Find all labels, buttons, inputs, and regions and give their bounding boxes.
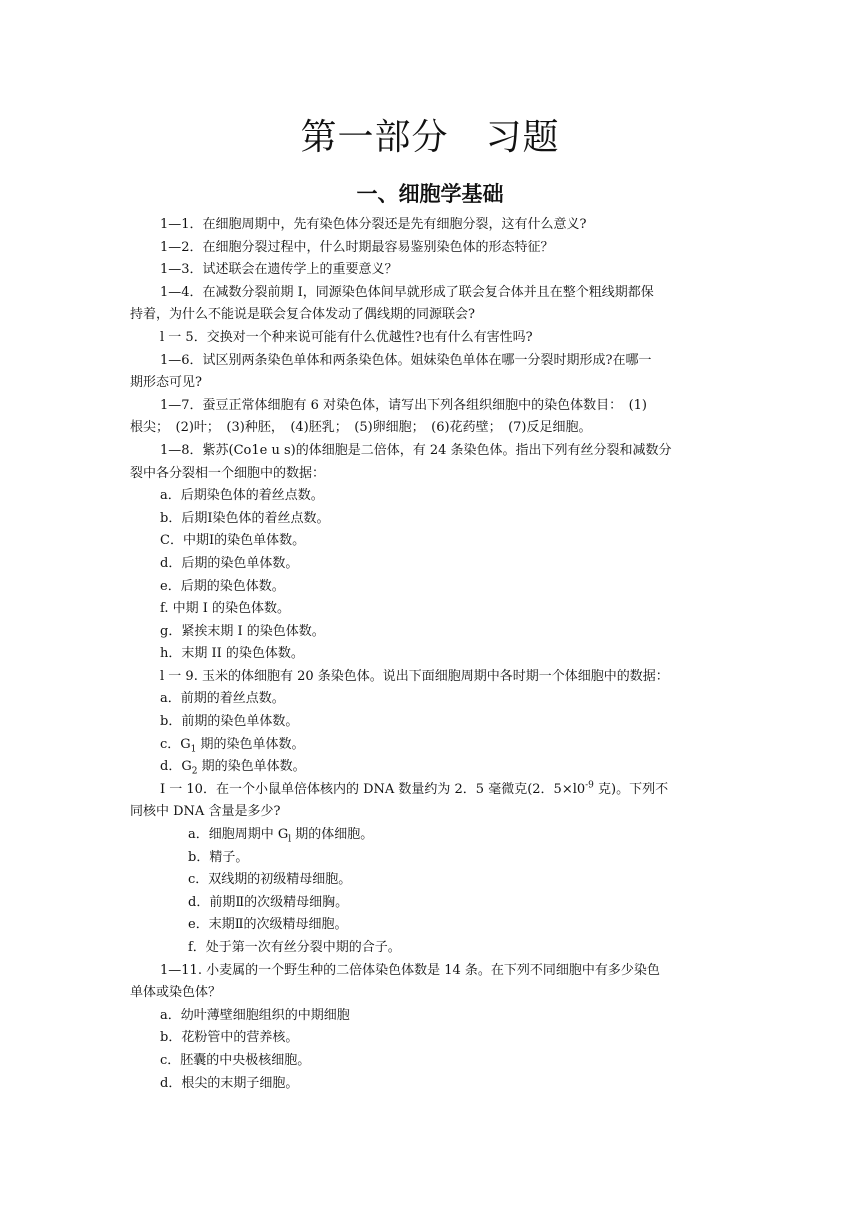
question-1-9-item: b．前期的染色单体数。 xyxy=(160,714,299,730)
section-heading: 一、细胞学基础 xyxy=(356,182,504,206)
question-1-9: l 一 9. 玉米的体细胞有 20 条染色体。说出下面细胞周期中各时期一个体细胞中的数据： xyxy=(160,668,669,684)
question-1-10-item: b．精子。 xyxy=(188,849,249,865)
question-1-11-line2: 单体或染色体？ xyxy=(130,985,222,1001)
question-1-11-item: c．胚囊的中央极核细胞。 xyxy=(160,1052,311,1068)
question-1-8-item: g．紧挨末期 I 的染色体数。 xyxy=(160,623,325,639)
question-1-4-line2: 持着，为什么不能说是联会复合体发动了偶线期的同源联会? xyxy=(130,307,475,323)
question-1-8-item: e．后期的染色体数。 xyxy=(160,578,285,594)
question-1-8-item: b．后期Ⅰ染色体的着丝点数。 xyxy=(160,510,330,526)
question-1-7-line1: 1—7．蚕豆正常体细胞有 6 对染色体，请写出下列各组织细胞中的染色体数目： (1) xyxy=(160,397,647,413)
question-1-10-item: d．前期Ⅱ的次级精母细胸。 xyxy=(188,894,349,910)
question-1-4-line1: 1—4．在减数分裂前期 I，同源染色体间早就形成了联会复合体并且在整个粗线期都保 xyxy=(160,284,654,300)
question-1-1: 1—1．在细胞周期中，先有染色体分裂还是先有细胞分裂，这有什么意义? xyxy=(160,217,587,232)
question-1-10-item: c．双线期的初级精母细胞。 xyxy=(188,872,352,888)
question-1-10-item: f．处于第一次有丝分裂中期的合子。 xyxy=(188,940,401,955)
question-1-8-item: h．末期 II 的染色体数。 xyxy=(160,646,304,662)
question-1-10-line1: I 一 10．在一个小鼠单倍体核内的 DNA 数量约为 2．5 毫微克(2．$5\times l0^{-9}$ 克)。下列不 xyxy=(160,780,669,797)
question-1-11-item: b．花粉管中的营养核。 xyxy=(160,1030,299,1046)
question-1-5: l 一 5．交换对一个种来说可能有什么优越性?也有什么有害性吗? xyxy=(160,329,533,345)
question-1-6-line2: 期形态可见? xyxy=(130,375,202,391)
question-1-8-item: d．后期的染色单体数。 xyxy=(160,555,299,571)
question-1-10-line2: 同核中 DNA 含量是多少? xyxy=(130,804,281,820)
question-1-9-item: c．$G_1$ 期的染色单体数。 xyxy=(160,736,305,755)
question-1-3: 1—3．试述联会在遗传学上的重要意义？ xyxy=(160,262,398,278)
question-1-10-item: a．细胞周期中 $G_l$ 期的体细胞。 xyxy=(188,827,374,845)
question-list xyxy=(130,214,730,1095)
question-1-8-line2: 裂中各分裂相一个细胞中的数据： xyxy=(130,465,326,481)
question-1-2: 1—2．在细胞分裂过程中，什么时期最容易鉴别染色体的形态特征？ xyxy=(160,239,554,255)
page-title: 第一部分 习题 xyxy=(300,117,560,158)
question-1-8-line1: 1—8．紫苏(Co1e u s)的体细胞是二倍体，有 24 条染色体。指出下列有丝分裂和减数分 xyxy=(160,442,672,458)
question-1-11-line1: 1—11. 小麦属的一个野生种的二倍体染色体数是 14 条。在下列不同细胞中有多少染色 xyxy=(160,962,660,978)
question-1-6-line1: 1—6．试区别两条染色单体和两条染色体。姐妹染色单体在哪一分裂时期形成?在哪一 xyxy=(160,352,652,368)
question-1-9-item: a．前期的着丝点数。 xyxy=(160,691,285,707)
question-1-9-item: d．$G_2$ 期的染色单体数。 xyxy=(160,759,306,777)
question-1-11-item: d．根尖的末期子细胞。 xyxy=(160,1075,299,1091)
question-1-7-line2: 根尖； (2)叶； (3)种胚， (4)胚乳； (5)卵细胞； (6)花药壁； (7)反足细胞。 xyxy=(130,420,592,436)
question-1-8-item: C．中期Ⅰ的染色单体数。 xyxy=(160,533,306,549)
question-1-10-item: e．末期Ⅱ的次级精母细胞。 xyxy=(188,917,348,933)
question-1-8-item: f. 中期 I 的染色体数。 xyxy=(160,601,291,617)
question-1-8-item: a．后期染色体的着丝点数。 xyxy=(160,488,324,504)
question-1-11-item: a．幼叶薄壁细胞组织的中期细胞 xyxy=(160,1007,350,1023)
